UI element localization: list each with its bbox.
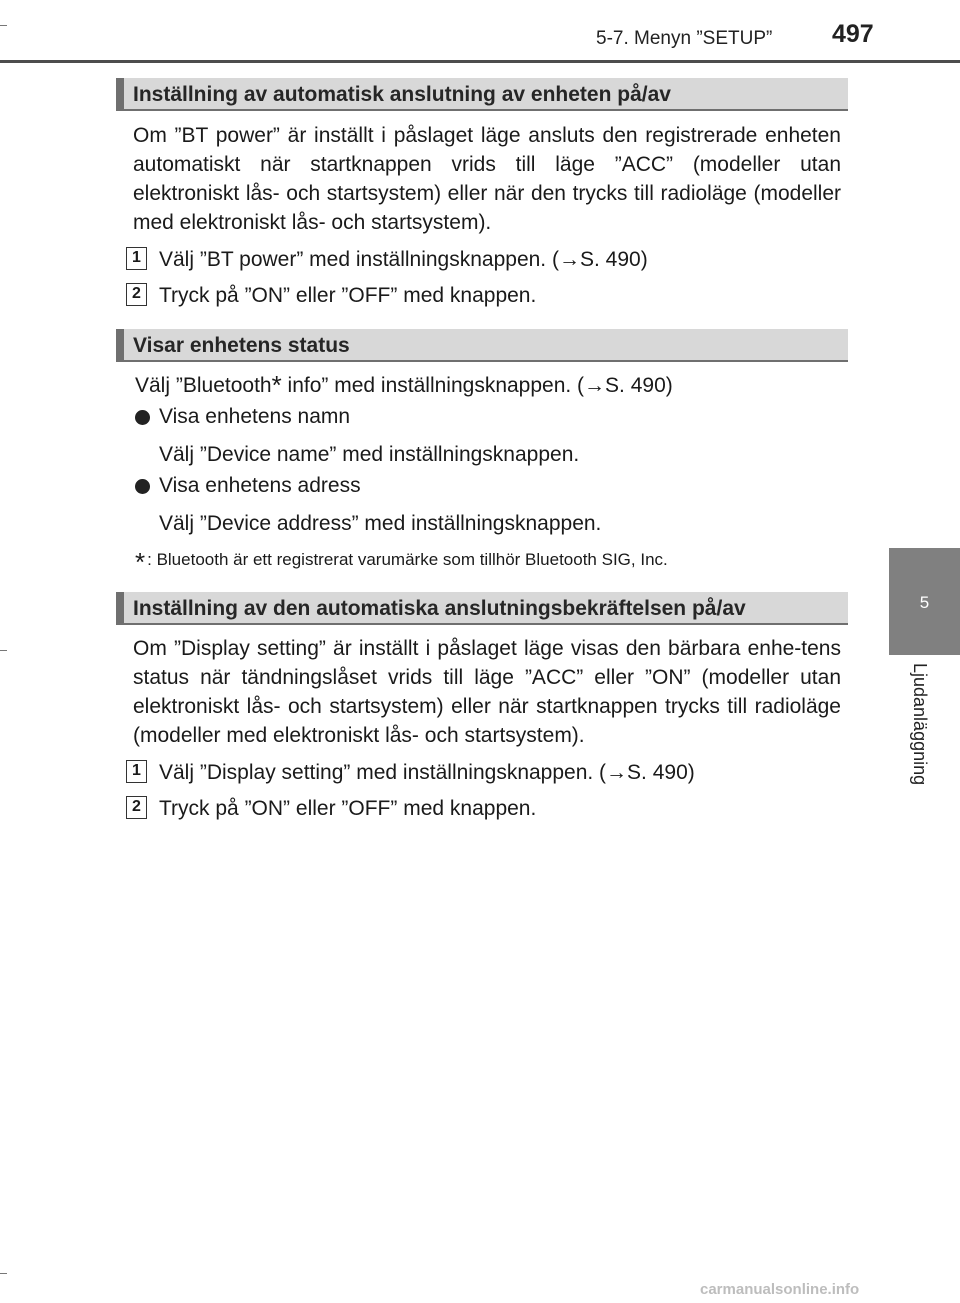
section-heading-auto-connect — [116, 78, 848, 111]
list-item-detail: Välj ”Device name” med inställningsknappen. — [159, 443, 580, 466]
crop-mark — [0, 25, 7, 26]
step-text: Välj ”BT power” med inställningsknappen. (→S. 490) — [159, 248, 648, 271]
paragraph-confirmation: Om ”Display setting” är inställt i påslaget läge visas den bärbara enhe-tens status när tändningslåset vrids till läge ”ACC” eller ”ON” (modeller utan elektroniskt lås- och startsystem) eller när startknappen trycks till radioläge (modeller med elektroniskt lås- och startsystem). — [133, 637, 841, 747]
list-item-label: Visa enhetens adress — [159, 474, 361, 497]
step-text: Välj ”Display setting” med inställningsknappen. (→S. 490) — [159, 761, 695, 784]
step-text: Tryck på ”ON” eller ”OFF” med knappen. — [159, 284, 537, 307]
header-rule — [0, 60, 960, 63]
step-text: Tryck på ”ON” eller ”OFF” med knappen. — [159, 797, 537, 820]
section-heading-text: Inställning av den automatiska anslutningsbekräftelsen på/av — [133, 597, 746, 620]
section-heading-text: Inställning av automatisk anslutning av enheten på/av — [133, 83, 671, 106]
device-status-intro: Välj ”Bluetooth* info” med inställningsknappen. (→S. 490) — [135, 370, 673, 400]
step-number-box: 1 — [126, 247, 147, 270]
list-item-label: Visa enhetens namn — [159, 405, 351, 428]
header-section-ref: 5-7. Menyn ”SETUP” — [596, 28, 773, 49]
step-number-box: 2 — [126, 283, 147, 306]
section-heading-text: Visar enhetens status — [133, 334, 350, 357]
section-heading-confirmation — [116, 592, 848, 625]
chapter-tab — [889, 548, 960, 655]
list-item-detail: Välj ”Device address” med inställningsknappen. — [159, 512, 602, 535]
footnote-star: * — [271, 370, 282, 400]
watermark: carmanualsonline.info — [700, 1281, 860, 1298]
footnote: * : Bluetooth är ett registrerat varumärke som tillhör Bluetooth SIG, Inc. — [135, 547, 668, 577]
crop-mark — [0, 650, 7, 651]
section-heading-device-status — [116, 329, 848, 362]
step-number-box: 2 — [126, 796, 147, 819]
bullet-icon — [135, 479, 150, 494]
chapter-number: 5 — [919, 593, 930, 612]
footnote-mark: * — [135, 547, 146, 577]
paragraph-auto-connect: Om ”BT power” är inställt i påslaget läge ansluts den registrerade enheten automatiskt när startknappen vrids till läge ”ACC” (modeller utan elektroniskt lås- och startsystem) eller när den trycks till radioläge (modeller med elektroniskt lås- och startsystem). — [133, 124, 841, 234]
step-number-box: 1 — [126, 760, 147, 783]
page-number: 497 — [832, 20, 874, 48]
bullet-icon — [135, 410, 150, 425]
chapter-title: Ljudanläggning — [910, 663, 930, 786]
crop-mark — [0, 1273, 7, 1274]
